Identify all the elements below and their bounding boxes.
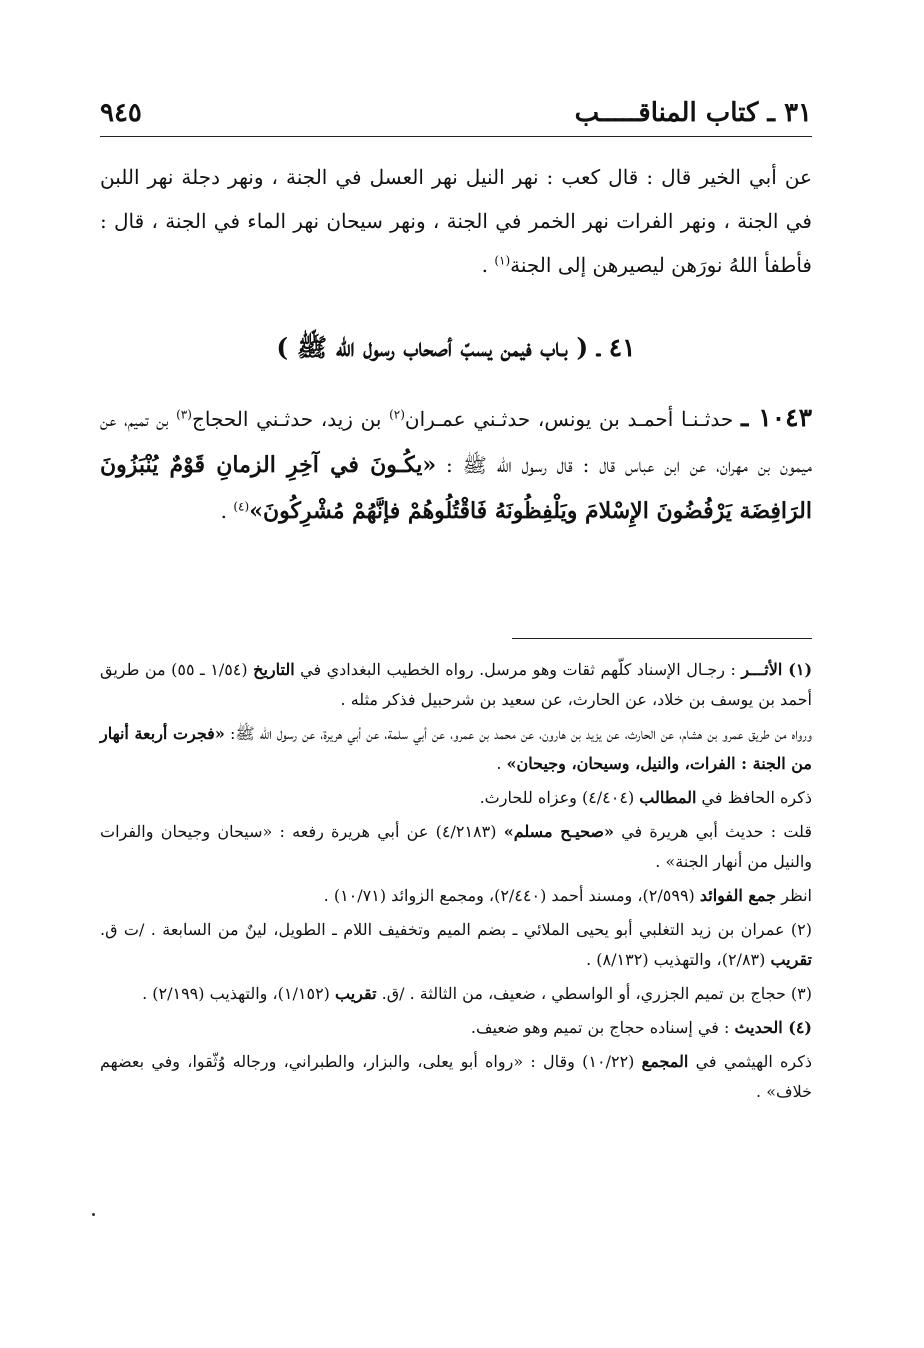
- footnote-fn-4-line-1: [100, 1013, 812, 1043]
- footnote-bold-term: المجمع: [641, 1052, 689, 1071]
- footnote-fn-4-line-2: [100, 1047, 812, 1107]
- footnote-text: ذكره الهيثمي في: [688, 1052, 812, 1071]
- footnote-text: ورواه من طريق عمرو بن هشام، عن الحارث، عن يزيد بن هارون، عن محمد بن عمرو، عن أبي سلمة، عن أبي هريرة، عن رسول الله ﷺ:: [224, 724, 813, 743]
- footnote-fn-1-line-1: [100, 655, 812, 715]
- footnote-text: : في إسناده حجاج بن تميم وهو ضعيف.: [470, 1018, 735, 1037]
- footnote-text-cont: (١/٥٤ ـ ٥٥) من طريق أحمد بن يوسف بن خلاد، عن الحارث، عن سعيد بن شرحبيل فذكر مثله .: [100, 660, 812, 709]
- footnote-text: : رجـال الإسناد كلّهم ثقات وهو مرسل. رواه الخطيب البغدادي في: [294, 660, 742, 679]
- intro-text: عن أبي الخير قال : قال كعب : نهر النيل نهر العسل في الجنة ، ونهر دجلة نهر اللبن في الجنة ، ونهر الفرات نهر الخمر في الجنة ، ونهر سيحان نهر الماء في الجنة ، قال : فأطفأ اللهُ نورَهن ليصيرهن إلى الجنة: [100, 165, 812, 277]
- footnote-text: ذكره الحافظ في: [696, 788, 812, 807]
- footnote-text-cont: (٢/٥٩٩)، ومسند أحمد (٢/٤٤٠)، ومجمع الزوائد (١٠/٧١) .: [323, 886, 700, 905]
- intro-end: .: [481, 253, 495, 277]
- footnote-divider: [512, 638, 812, 639]
- footnote-text-cont: (١٠/٢٢) وقال : «رواه أبو يعلى، والبزار، والطبراني، ورجاله وُثّقوا، وفي بعضهم خلاف» .: [100, 1052, 812, 1101]
- footnote-text-cont: (٤/٢١٨٣) عن أبي هريرة رفعه : «سيحان وجيحان والفرات والنيل من أنهار الجنة» .: [100, 822, 812, 871]
- footnote-bold-term: جمع الفوائد: [699, 886, 777, 905]
- hadith-matn: «يكُـونَ في آخِرِ الزمانِ قَوْمٌ يُنْبَزُونَ الرَافِضَة يَرْفُضُونَ الإِسْلامَ ويَلْفِظُونَهُ فَاقْتُلُوهُمْ فإنَّهُمْ مُشْرِكُونَ»: [100, 452, 812, 524]
- footnote-text-cont: .: [496, 754, 507, 773]
- footnote-ref-2: (٢): [389, 407, 405, 422]
- hadith-text-3: بن تميم، عن ميمون بن مهران، عن ابن عباس قال : قال رسول الله ﷺ :: [100, 407, 812, 477]
- footnote-fn-2: [100, 915, 812, 975]
- hadith-number: ١٠٤٣ ـ: [740, 403, 813, 432]
- hadith-text-2: بن زيد، حدثـني الحجاج: [191, 407, 390, 431]
- footnote-ref-1: (١): [494, 253, 511, 268]
- footnote-fn-1-line-4: [100, 817, 812, 877]
- footnote-text: (٢) عمران بن زيد التغلبي أبو يحيى الملائي ـ بضم الميم وتخفيف اللام ـ الطويل، لينٌ من السابعة . /ت ق.: [100, 920, 812, 939]
- footnote-fn-1-line-3: [100, 783, 812, 813]
- footnote-bold-term: التاريخ: [253, 660, 295, 679]
- footnote-text-cont: (١/١٥٢)، والتهذيب (٢/١٩٩) .: [142, 984, 335, 1003]
- footnote-fn-1-line-5: [100, 881, 812, 911]
- footnote-bold-term: تقريب: [770, 950, 812, 969]
- footnote-bold-term: «صحيـح مسلم»: [503, 822, 614, 841]
- footnote-bold-lead: (٤) الحديث: [734, 1018, 812, 1037]
- hadith-end: .: [220, 499, 234, 523]
- hadith-paragraph: [100, 395, 812, 534]
- intro-paragraph: [100, 155, 812, 287]
- footnote-text-cont: (٢/٨٣)، والتهذيب (٨/١٣٢) .: [586, 950, 771, 969]
- chapter-title: ٤١ ـ ( بـاب فيمن يسبّ أصحاب رسول الله ﷺ ): [276, 333, 636, 362]
- page-header: [100, 88, 812, 138]
- footnote-text: انظر: [776, 886, 812, 905]
- footnote-text-cont: (٤/٤٠٤) وعزاه للحارث.: [479, 788, 640, 807]
- header-divider: [100, 136, 812, 137]
- footnote-bold-term: تقريب: [335, 984, 377, 1003]
- footnote-bold-lead: (١) الأثـــر: [741, 660, 813, 679]
- footnote-ref-4: (٤): [233, 499, 250, 514]
- footnote-text: قلت : حديث أبي هريرة في: [613, 822, 813, 841]
- chapter-heading: ٣١ ـ كتاب المناقـــــب: [574, 98, 812, 128]
- footnote-fn-1-line-2: [100, 719, 812, 779]
- footnotes-section: [100, 655, 812, 1111]
- footnote-text: (٣) حجاج بن تميم الجزري، أو الواسطي ، ضعيف، من الثالثة . /ق.: [376, 984, 812, 1003]
- footnote-ref-3: (٣): [176, 407, 192, 422]
- speck-mark: [92, 1213, 95, 1216]
- footnote-bold-term: المطالب: [639, 788, 697, 807]
- footnote-bold-term: «فجرت أربعة أنهار من الجنة : الفرات، والنيل، وسيحان، وجيحان»: [100, 724, 812, 773]
- page-number: ٩٤٥: [100, 98, 142, 128]
- hadith-text-1: حدثـنـا أحمـد بن يونس، حدثـني عمـران: [404, 407, 741, 431]
- footnote-fn-3: [100, 979, 812, 1009]
